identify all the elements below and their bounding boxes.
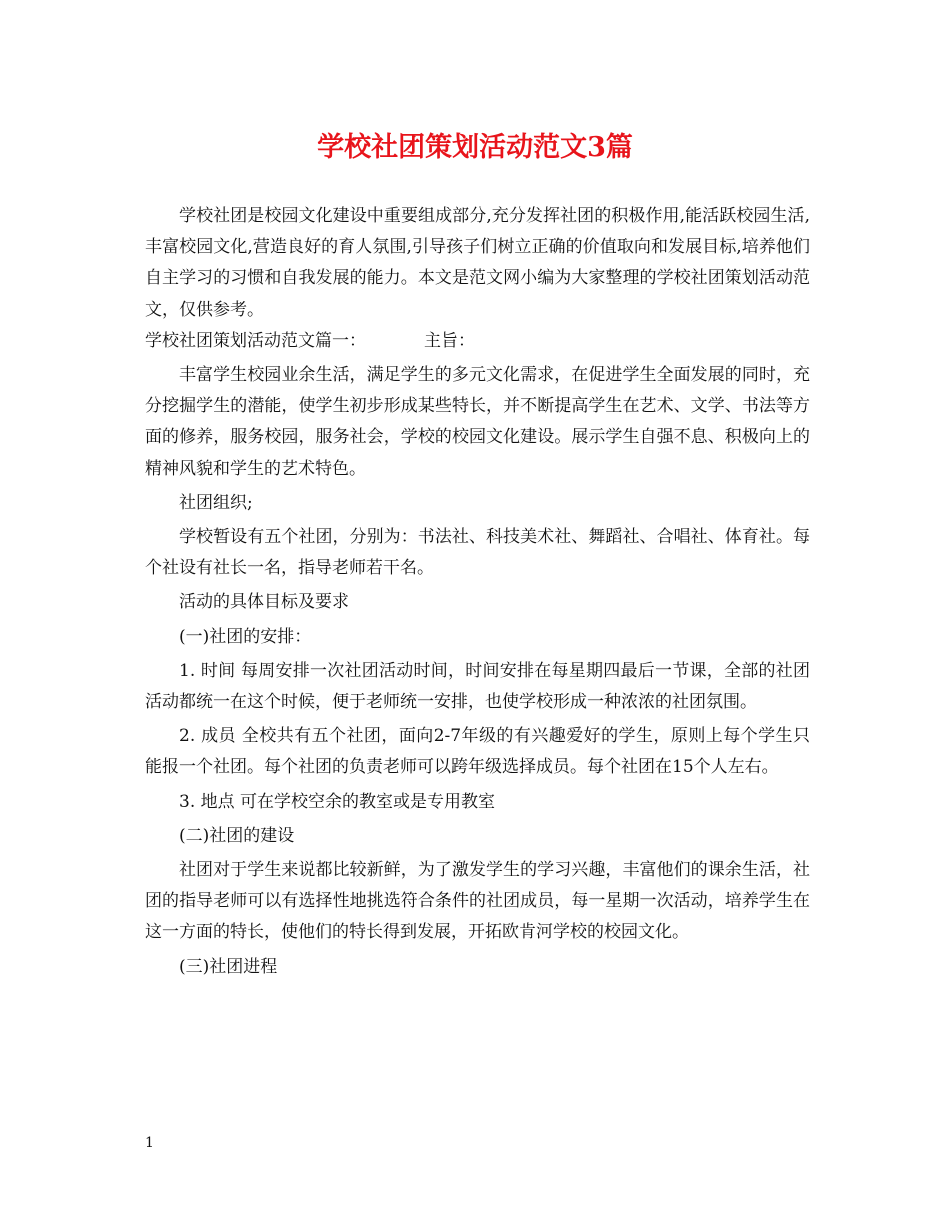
construction-heading: (二)社团的建设: [179, 825, 295, 846]
intro-paragraph: 学校社团是校园文化建设中重要组成部分,充分发挥社团的积极作用,能活跃校园生活,丰富校园文化,营造良好的育人氛围,引导孩子们树立正确的价值取向和发展目标,培养他们自主学习的习惯和自我发展的能力。本文是范文网小编为大家整理的学校社团策划活动范文，仅供参考。: [145, 206, 810, 320]
purpose-heading: 主旨：: [424, 330, 475, 351]
members-item: 2. 成员 全校共有五个社团，面向2-7年级的有兴趣爱好的学生，原则上每个学生只能报一个社团。每个社团的负责老师可以跨年级选择成员。每个社团在15个人左右。: [145, 726, 810, 778]
time-item: 1. 时间 每周安排一次社团活动时间，时间安排在每星期四最后一节课，全部的社团活动都统一在这个时候，便于老师统一安排，也使学校形成一种浓浓的社团氛围。: [145, 660, 810, 713]
location-item: 3. 地点 可在学校空余的教室或是专用教室: [179, 791, 496, 812]
section-heading-line: [145, 326, 810, 357]
purpose-paragraph: 丰富学生校园业余生活，满足学生的多元文化需求，在促进学生全面发展的同时，充分挖掘学生的潜能，使学生初步形成某些特长，并不断提高学生在艺术、文学、书法等方面的修养，服务校园，服务社会，学校的校园文化建设。展示学生自强不息、积极向上的精神风貌和学生的艺术特色。: [145, 365, 810, 479]
document-body: [145, 201, 810, 983]
construction-paragraph: 社团对于学生来说都比较新鲜，为了激发学生的学习兴趣，丰富他们的课余生活，社团的指导老师可以有选择性地挑选符合条件的社团成员，每一星期一次活动，培养学生在这一方面的特长，使他们的特长得到发展，开拓欧肯河学校的校园文化。: [145, 860, 810, 943]
goals-heading: 活动的具体目标及要求: [179, 592, 349, 613]
process-heading: (三)社团进程: [179, 956, 278, 977]
arrangement-heading: (一)社团的安排：: [179, 626, 312, 647]
document-title: 学校社团策划活动范文3篇: [317, 132, 633, 163]
page-number: 1: [145, 1135, 154, 1151]
organization-heading: 社团组织;: [179, 492, 253, 513]
organization-paragraph: 学校暂设有五个社团，分别为：书法社、科技美术社、舞蹈社、合唱社、体育社。每个社设有社长一名，指导老师若干名。: [145, 527, 810, 579]
section-heading: 学校社团策划活动范文篇一：: [145, 330, 366, 351]
